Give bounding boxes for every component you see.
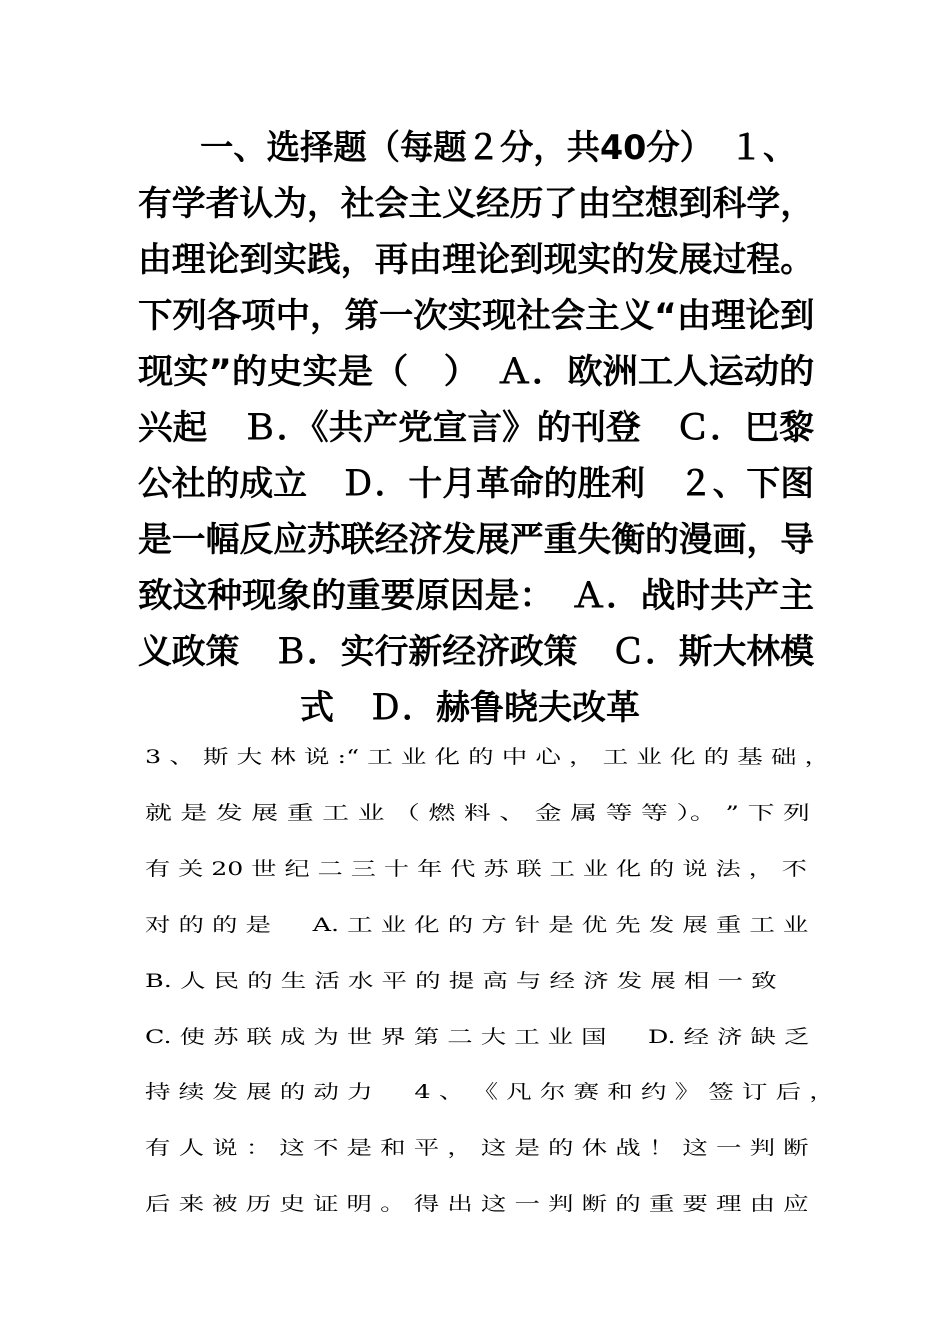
text-line: 对 的 的 是 A. 工 业 化 的 方 针 是 优 先 发 展 重 工 业 — [145, 914, 809, 936]
text-line: 有 人 说 ： 这 不 是 和 平 ， 这 是 的 休 战 ！ 这 一 判 断 — [145, 1137, 809, 1159]
text-line: B. 人 民 的 生 活 水 平 的 提 高 与 经 济 发 展 相 一 致 — [145, 970, 777, 992]
text-line: 致这种现象的重要原因是： Ａ．战时共产主 — [138, 576, 815, 616]
text-line: 持 续 发 展 的 动 力 4 、 《 凡 尔 赛 和 约 》 签 订 后 ， — [145, 1081, 835, 1103]
text-line: 就 是 发 展 重 工 业 （ 燃 料 、 金 属 等 等 ）。 ” 下 列 — [145, 802, 810, 824]
text-line: 由理论到实践，再由理论到现实的发展过程。 — [138, 240, 814, 280]
text-line: 3 、 斯 大 林 说 :“ 工 业 化 的 中 心 ， 工 业 化 的 基 础 ， — [145, 746, 830, 768]
text-line: 有 关 20 世 纪 二 三 十 年 代 苏 联 工 业 化 的 说 法 ， 不 — [145, 858, 807, 880]
text-line-centered: 式 Ｄ．赫鲁晓夫改革 — [300, 688, 640, 728]
text-line: 有学者认为，社会主义经历了由空想到科学， — [138, 184, 814, 224]
text-line: 公社的成立 Ｄ．十月革命的胜利 ２、下图 — [138, 464, 814, 504]
text-line: 后 来 被 历 史 证 明 。 得 出 这 一 判 断 的 重 要 理 由 应 — [145, 1193, 809, 1215]
text-line: 下列各项中，第一次实现社会主义“由理论到 — [138, 296, 815, 336]
text-line: 兴起 Ｂ．《共产党宣言》的刊登 Ｃ．巴黎 — [138, 408, 815, 448]
text-line: 是一幅反应苏联经济发展严重失衡的漫画，导 — [138, 520, 814, 560]
text-line: 义政策 Ｂ．实行新经济政策 Ｃ．斯大林模 — [138, 632, 814, 672]
text-line: C. 使 苏 联 成 为 世 界 第 二 大 工 业 国 D. 经 济 缺 乏 — [145, 1026, 810, 1048]
text-line: 现实”的史实是（ ） Ａ．欧洲工人运动的 — [138, 352, 815, 392]
text-line: 一、选择题（每题２分，共40分） １、 — [200, 128, 797, 168]
